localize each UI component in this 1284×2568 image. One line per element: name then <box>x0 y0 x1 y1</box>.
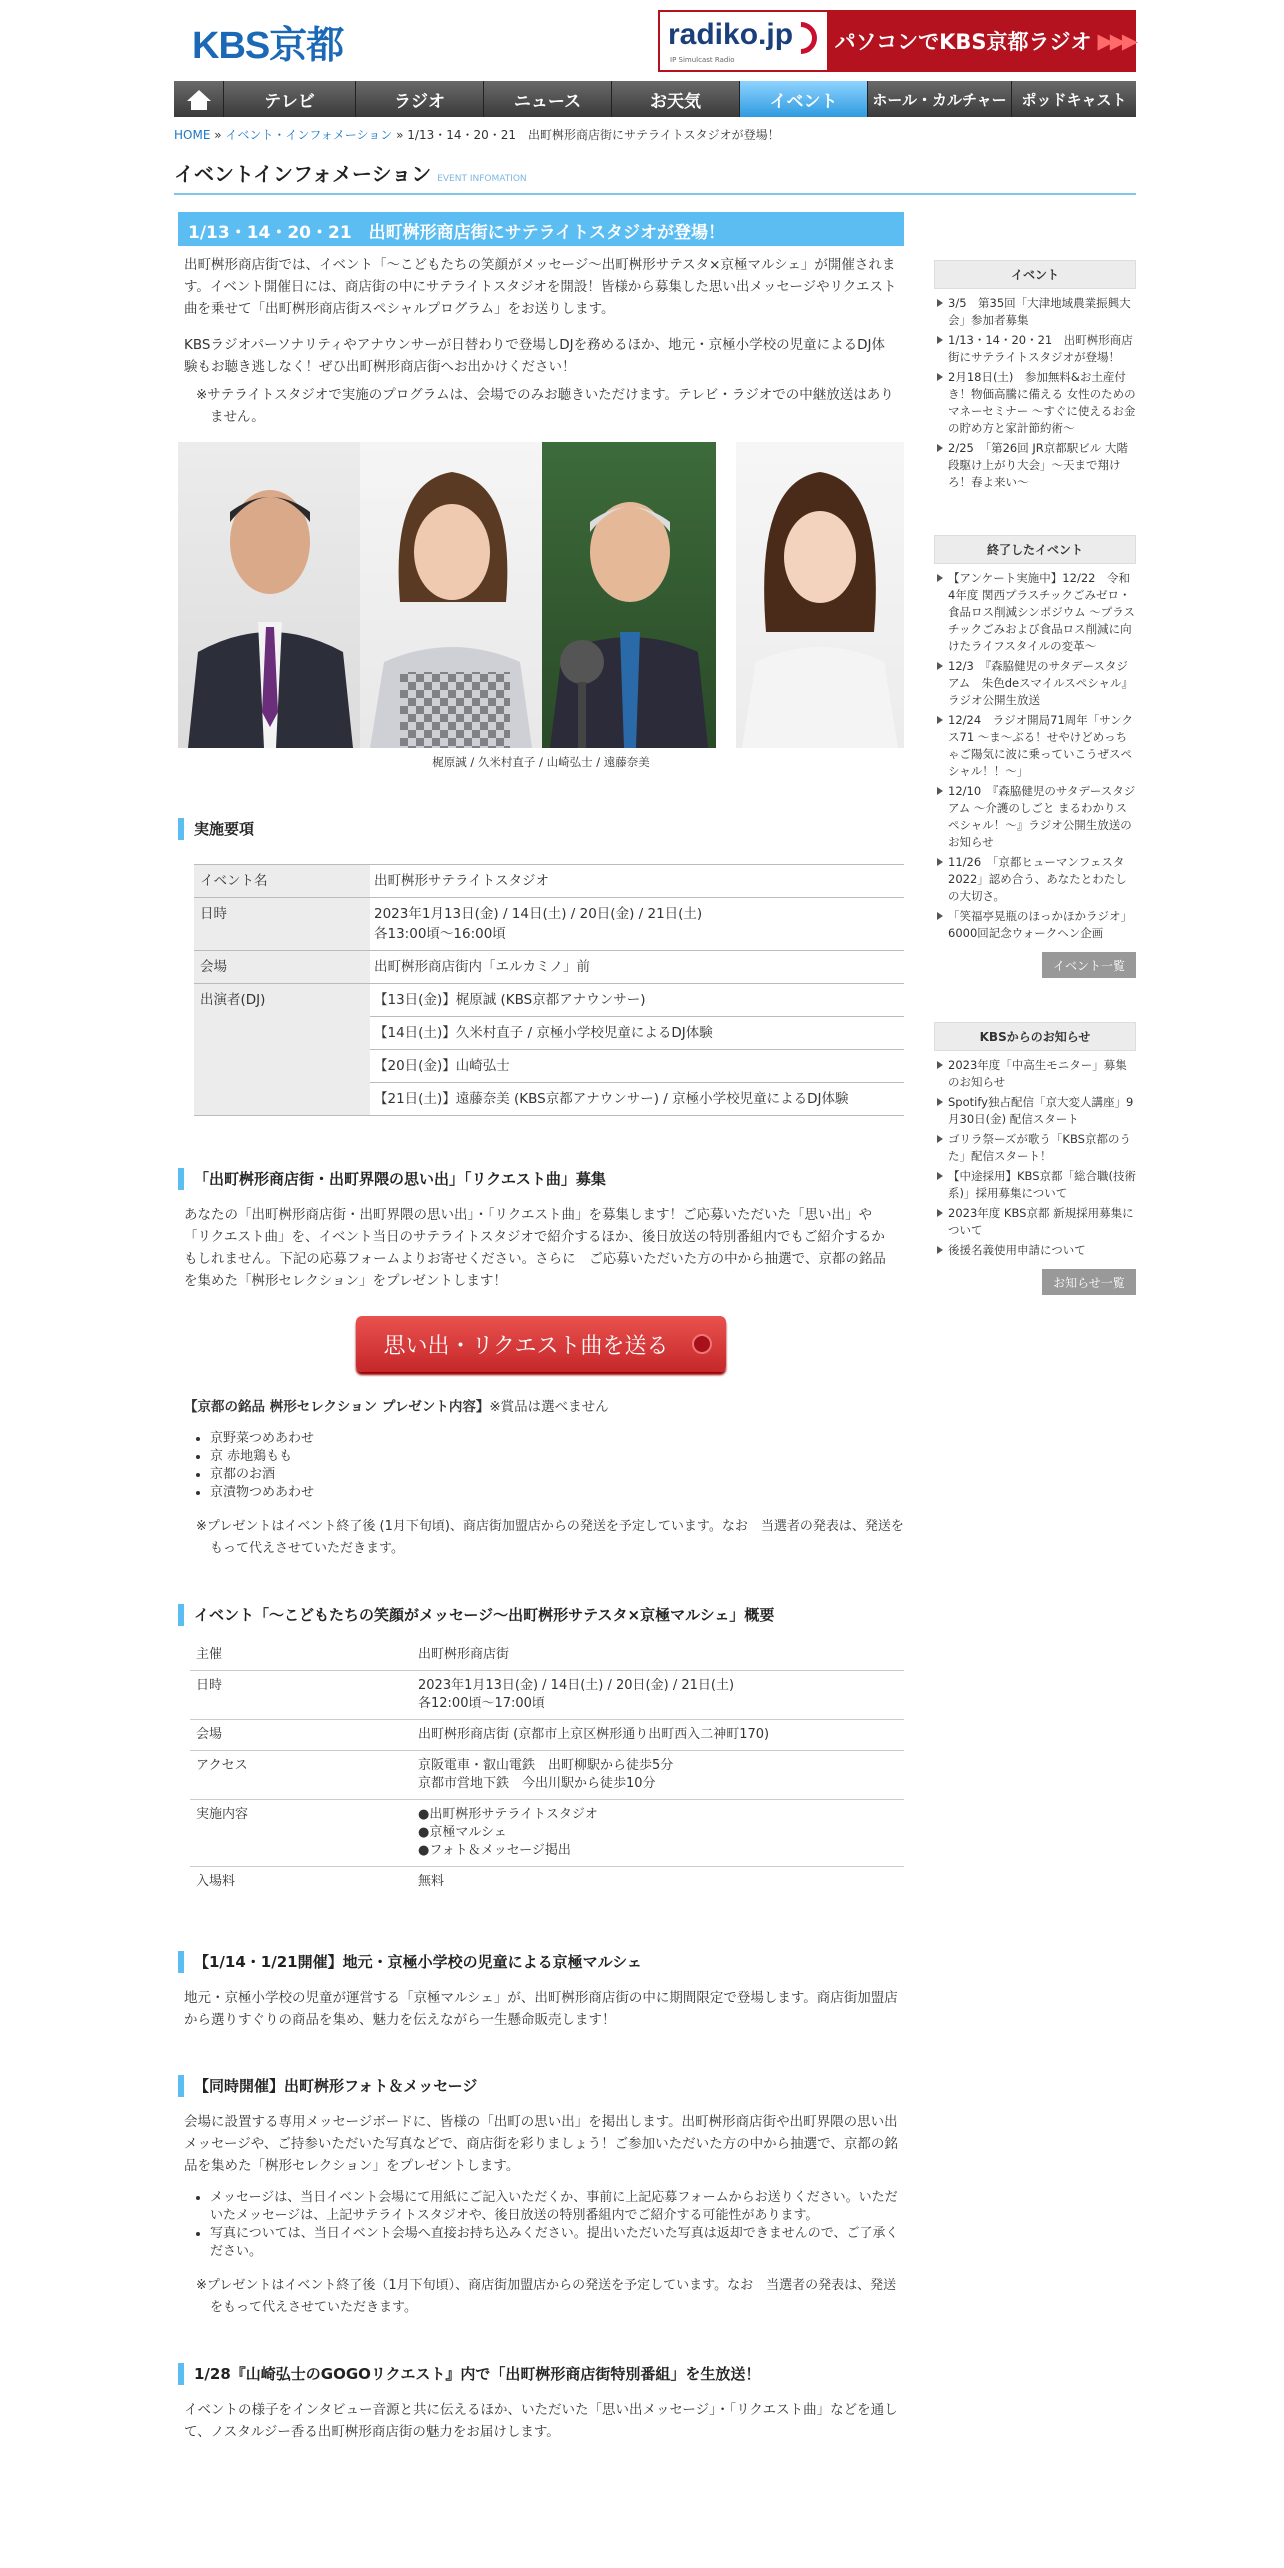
sidebar-event-link[interactable]: 1/13・14・20・21 出町桝形商店街にサテライトスタジオが登場！ <box>934 332 1136 366</box>
table-row <box>194 951 904 984</box>
breadcrumb-sep: » <box>210 128 226 142</box>
nav-radio[interactable]: ラジオ <box>356 81 484 117</box>
row-value: 【14日(土)】久米村直子 / 京極小学校児童によるDJ体験 <box>370 1017 904 1050</box>
sidebar-news-link[interactable]: ゴリラ祭ーズが歌う「KBS京都のうた」配信スタート！ <box>934 1131 1136 1165</box>
radiko-logo: radiko.jp <box>668 18 794 51</box>
page-subtitle: EVENT INFOMATION <box>437 174 527 184</box>
sidebar-events <box>934 260 1136 491</box>
intro-paragraph-2: KBSラジオパーソナリティやアナウンサーが日替わりで登場しDJを務めるほか、地元・京極小学校の児童によるDJ体験もお聴き逃しなく！ぜひ出町桝形商店街へお出かけください！ <box>184 337 886 375</box>
sidebar-ended <box>934 535 1136 978</box>
list-item: • 京 赤地鶏もも <box>210 1448 904 1466</box>
outline-table <box>194 864 904 1116</box>
recruit-heading: 「出町桝形商店街・出町界隈の思い出」「リクエスト曲」募集 <box>178 1168 904 1190</box>
row-label: 会場 <box>194 951 370 984</box>
page-title: イベントインフォメーション EVENT INFOMATION <box>174 158 1136 195</box>
recruit-button-wrap <box>178 1316 904 1372</box>
table-row <box>190 1751 904 1800</box>
row-label: 会場 <box>190 1720 414 1751</box>
row-value: 出町桝形商店街 <box>414 1640 904 1671</box>
table-row <box>194 865 904 898</box>
send-request-button[interactable]: 思い出・リクエスト曲を送る <box>356 1316 726 1372</box>
row-value: 出町桝形商店街 (京都市上京区桝形通り出町西入二神町170) <box>414 1720 904 1751</box>
row-label: 出演者(DJ) <box>194 984 370 1116</box>
home-icon[interactable] <box>174 81 224 117</box>
sidebar-news-link[interactable]: 後援名義使用申請について <box>934 1242 1136 1259</box>
gogo-heading: 1/28『山崎弘士のGOGOリクエスト』内で「出町桝形商店街特別番組」を生放送！ <box>178 2363 904 2385</box>
sidebar-news <box>934 1022 1136 1295</box>
prize-list <box>178 1430 904 1502</box>
radiko-banner[interactable] <box>658 10 1136 72</box>
list-item: • 写真については、当日イベント会場へ直接お持ち込みください。提出いただいた写真は返却できませんので、ご了承ください。 <box>210 2225 904 2261</box>
radiko-logo-area <box>660 12 827 70</box>
table-row <box>190 1800 904 1867</box>
sidebar-ended-link[interactable]: 12/24 ラジオ開局71周年「サンクス71 ～ま～ぶる！せやけどめっちゃご陽気に波に乗っていこうぜスペシャル！！～」 <box>934 712 1136 780</box>
row-value: ●出町桝形サテライトスタジオ ●京極マルシェ ●フォト＆メッセージ掲出 <box>414 1800 904 1867</box>
row-label: 入場料 <box>196 1874 236 1889</box>
table-row <box>190 1640 904 1671</box>
list-item: • 京都のお酒 <box>210 1466 904 1484</box>
gogo-body: イベントの様子をインタビュー音源と共に伝えるほか、いただいた「思い出メッセージ」・「リクエスト曲」などを通して、ノスタルジー香る出町桝形商店街の魅力をお届けします。 <box>184 2402 898 2440</box>
radiko-sub: IP Simulcast Radio <box>670 56 735 64</box>
row-value: 無料 <box>418 1874 445 1889</box>
breadcrumb <box>174 126 780 143</box>
nav-event[interactable]: イベント <box>740 81 868 117</box>
row-label: アクセス <box>190 1751 414 1800</box>
intro-note: ※サテライトスタジオで実施のプログラムは、会場でのみお聴きいただけます。テレビ・ラジオでの中継放送はありません。 <box>196 387 894 425</box>
sidebar-ended-link[interactable]: 【アンケート実施中】12/22 令和4年度 関西プラスチックごみゼロ・食品ロス削減シンポジウム ～プラスチックごみおよび食品ロス削減に向けたライフスタイルの変革～ <box>934 570 1136 655</box>
table-row <box>190 1867 904 1898</box>
event-list-button[interactable]: イベント一覧 <box>1042 952 1136 978</box>
sidebar-event-link[interactable]: 2/25 「第26回 JR京都駅ビル 大階段駆け上がり大会」～天まで翔けろ！春よ来い～ <box>934 440 1136 491</box>
breadcrumb-current: 1/13・14・20・21 出町桝形商店街にサテライトスタジオが登場！ <box>407 128 780 142</box>
row-value: 出町桝形商店街内「エルカミノ」前 <box>370 951 904 984</box>
photo-message-list <box>178 2189 904 2261</box>
sidebar-ended-link[interactable]: 12/3 『森脇健児のサタデースタジアム 朱色deスマイルスペシャル』ラジオ公開生放送 <box>934 658 1136 709</box>
photo-message-heading: 【同時開催】出町桝形フォト＆メッセージ <box>178 2075 904 2097</box>
marche-body: 地元・京極小学校の児童が運営する「京極マルシェ」が、出町桝形商店街の中に期間限定で登場します。商店街加盟店から選りすぐりの商品を集め、魅力を伝えながら一生懸命販売します！ <box>184 1990 898 2028</box>
row-label: 実施内容 <box>190 1800 414 1867</box>
row-label: 日時 <box>190 1671 414 1720</box>
intro-paragraph-1: 出町桝形商店街では、イベント「～こどもたちの笑顔がメッセージ～出町桝形サテスタ×京極マルシェ」が開催されます。イベント開催日には、商店街の中にサテライトスタジオを開設！皆様から募集した思い出メッセージやリクエスト曲を乗せて「出町桝形商店街スペシャルプログラム」をお送りします。 <box>184 257 897 317</box>
arrows-icon: ▶▶▶ <box>1097 29 1134 53</box>
article-heading: 1/13・14・20・21 出町桝形商店街にサテライトスタジオが登場！ <box>178 212 904 246</box>
nav-weather[interactable]: お天気 <box>612 81 740 117</box>
marche-heading: 【1/14・1/21開催】地元・京極小学校の児童による京極マルシェ <box>178 1951 904 1973</box>
sidebar-news-link[interactable]: 2023年度 KBS京都 新規採用募集について <box>934 1205 1136 1239</box>
recruit-body: あなたの「出町桝形商店街・出町界隈の思い出」・「リクエスト曲」を募集します！ご応募いただいた「思い出」や「リクエスト曲」を、イベント当日のサテライトスタジオで紹介するほか、後日放送の特別番組内でもご紹介するかもしれません。下記の応募フォームよりお寄せください。さらに ご応募いただいた方の中から抽選で、京都の銘品を集めた「桝形セレクション」をプレゼントします！ <box>184 1207 886 1289</box>
prize-title: 【京都の銘品 桝形セレクション プレゼント内容】 <box>184 1399 490 1415</box>
nav-hall-culture[interactable]: ホール・カルチャー <box>868 81 1012 117</box>
row-value: 2023年1月13日(金) / 14日(土) / 20日(金) / 21日(土) 各13:00頃～16:00頃 <box>370 898 904 951</box>
row-label: 日時 <box>194 898 370 951</box>
overview-table <box>190 1640 904 1897</box>
global-nav <box>174 81 1136 117</box>
row-value: 京阪電車・叡山電鉄 出町柳駅から徒歩5分 京都市営地下鉄 今出川駅から徒歩10分 <box>414 1751 904 1800</box>
list-item: • 京野菜つめあわせ <box>210 1430 904 1448</box>
photo-kajiwara <box>178 442 360 748</box>
main-content <box>178 212 904 2443</box>
sidebar-news-title: KBSからのお知らせ <box>934 1022 1136 1051</box>
table-row <box>194 898 904 951</box>
row-value: 【21日(土)】遠藤奈美 (KBS京都アナウンサー) / 京極小学校児童によるDJ体験 <box>370 1083 904 1116</box>
row-value: 【20日(金)】山崎弘士 <box>370 1050 904 1083</box>
photo-yamazaki <box>542 442 716 748</box>
prize-note: ※プレゼントはイベント終了後 (1月下旬頃)、商店街加盟店からの発送を予定しています。なお 当選者の発表は、発送をもって代えさせていただきます。 <box>196 1519 904 1556</box>
sidebar-events-title: イベント <box>934 260 1136 289</box>
breadcrumb-section[interactable]: イベント・インフォメーション <box>225 128 393 142</box>
photo-kumemura <box>360 442 542 748</box>
sidebar-event-link[interactable]: 2月18日(土) 参加無料&お土産付き！物価高騰に備える 女性のためのマネーセミナー ～すぐに使えるお金の貯め方と家計節約術～ <box>934 369 1136 437</box>
outline-heading: 実施要項 <box>178 818 904 840</box>
button-dot-icon <box>692 1334 712 1354</box>
nav-news[interactable]: ニュース <box>484 81 612 117</box>
kbs-logo[interactable]: KBS京都 <box>192 25 344 67</box>
sidebar-news-link[interactable]: 2023年度「中高生モニター」募集のお知らせ <box>934 1057 1136 1091</box>
table-row <box>194 984 904 1017</box>
list-item: • 京漬物つめあわせ <box>210 1484 904 1502</box>
sidebar-news-link[interactable]: Spotify独占配信「京大変人講座」9月30日(金) 配信スタート <box>934 1094 1136 1128</box>
prize-note-inline: ※賞品は選べません <box>489 1399 609 1415</box>
sidebar <box>934 260 1136 1295</box>
prize-title-line <box>178 1396 904 1418</box>
breadcrumb-sep: » <box>392 128 408 142</box>
photo-message-note: ※プレゼントはイベント終了後（1月下旬頃）、商店街加盟店からの発送を予定しています。なお 当選者の発表は、発送をもって代えさせていただきます。 <box>196 2278 897 2315</box>
breadcrumb-home[interactable]: HOME <box>174 128 211 142</box>
dj-photos <box>178 442 904 748</box>
table-row <box>190 1720 904 1751</box>
nav-tv[interactable]: テレビ <box>224 81 356 117</box>
sidebar-event-link[interactable]: 3/5 第35回「大津地域農業振興大会」参加者募集 <box>934 295 1136 329</box>
row-label: イベント名 <box>194 865 370 898</box>
news-list-button[interactable]: お知らせ一覧 <box>1042 1269 1136 1295</box>
photo-caption: 梶原誠 / 久米村直子 / 山崎弘士 / 遠藤奈美 <box>432 755 650 769</box>
table-row <box>190 1671 904 1720</box>
row-value: 2023年1月13日(金) / 14日(土) / 20日(金) / 21日(土) 各12:00頃～17:00頃 <box>414 1671 904 1720</box>
radiko-cta: パソコンでKBS京都ラジオ ▶▶▶ <box>827 12 1134 70</box>
nav-podcast[interactable]: ポッドキャスト <box>1012 81 1136 117</box>
photo-message-body: 会場に設置する専用メッセージボードに、皆様の「出町の思い出」を掲出します。出町桝形商店街や出町界隈の思い出メッセージや、ご持参いただいた写真などで、商店街を彩りましょう！ご参加いただいた方の中から抽選で、京都の銘品を集めた「桝形セレクション」をプレゼントします。 <box>184 2114 898 2174</box>
list-item: • メッセージは、当日イベント会場にて用紙にご記入いただくか、事前に上記応募フォームからお送りください。いただいたメッセージは、上記サテライトスタジオや、後日放送の特別番組内でご紹介する可能性があります。 <box>210 2189 904 2225</box>
overview-heading: イベント「～こどもたちの笑顔がメッセージ～出町桝形サテスタ×京極マルシェ」概要 <box>178 1604 904 1626</box>
photo-gap <box>716 442 736 748</box>
sidebar-ended-link[interactable]: 12/10 『森脇健児のサタデースタジアム ～介護のしごと まるわかりスペシャル！～』ラジオ公開生放送のお知らせ <box>934 783 1136 851</box>
sidebar-ended-link[interactable]: 11/26 「京都ヒューマンフェスタ2022」認め合う、あなたとわたしの大切さ。 <box>934 854 1136 905</box>
row-value: 【13日(金)】梶原誠 (KBS京都アナウンサー) <box>370 984 904 1017</box>
photo-endo <box>736 442 904 748</box>
sidebar-news-link[interactable]: 【中途採用】KBS京都「総合職(技術系)」採用募集について <box>934 1168 1136 1202</box>
sidebar-ended-title: 終了したイベント <box>934 535 1136 564</box>
sidebar-ended-link[interactable]: 「笑福亭晃瓶のほっかほかラジオ」6000回記念ウォークヘン企画 <box>934 908 1136 942</box>
row-label: 主催 <box>190 1640 414 1671</box>
row-value: 出町桝形サテライトスタジオ <box>370 865 904 898</box>
